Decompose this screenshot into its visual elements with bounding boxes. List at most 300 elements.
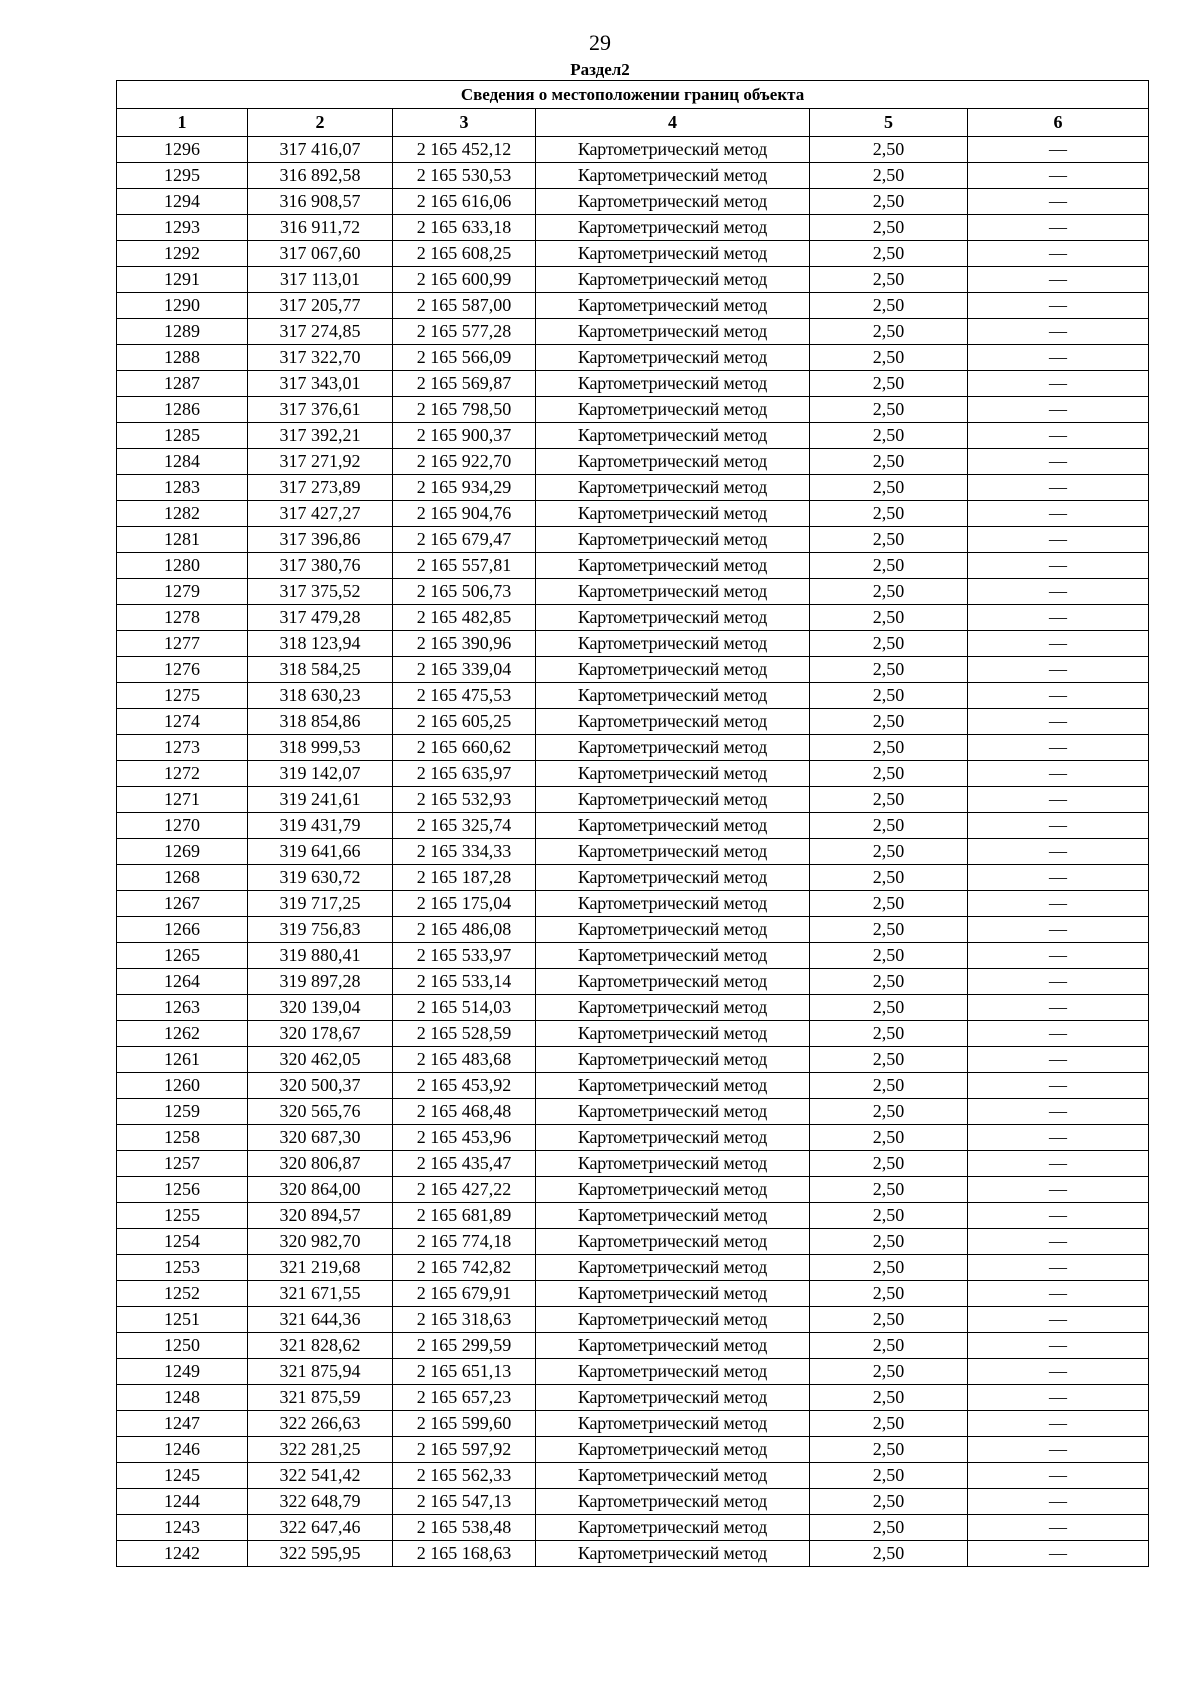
point-number-cell: 1242: [117, 1541, 248, 1567]
y-coordinate-cell: 2 165 475,53: [393, 683, 536, 709]
accuracy-cell: 2,50: [810, 501, 968, 527]
x-coordinate-cell: 319 880,41: [248, 943, 393, 969]
method-cell: Картометрический метод: [536, 761, 810, 787]
y-coordinate-cell: 2 165 538,48: [393, 1515, 536, 1541]
accuracy-cell: 2,50: [810, 1463, 968, 1489]
point-number-cell: 1258: [117, 1125, 248, 1151]
table-row: [117, 163, 1149, 189]
accuracy-cell: 2,50: [810, 787, 968, 813]
accuracy-cell: 2,50: [810, 527, 968, 553]
table-row: [117, 189, 1149, 215]
method-cell: Картометрический метод: [536, 215, 810, 241]
description-cell: —: [968, 761, 1149, 787]
table-row: [117, 1125, 1149, 1151]
y-coordinate-cell: 2 165 600,99: [393, 267, 536, 293]
x-coordinate-cell: 317 380,76: [248, 553, 393, 579]
x-coordinate-cell: 319 897,28: [248, 969, 393, 995]
accuracy-cell: 2,50: [810, 475, 968, 501]
accuracy-cell: 2,50: [810, 943, 968, 969]
point-number-cell: 1271: [117, 787, 248, 813]
description-cell: —: [968, 293, 1149, 319]
description-cell: —: [968, 709, 1149, 735]
method-cell: Картометрический метод: [536, 1229, 810, 1255]
x-coordinate-cell: 317 067,60: [248, 241, 393, 267]
accuracy-cell: 2,50: [810, 1177, 968, 1203]
point-number-cell: 1288: [117, 345, 248, 371]
accuracy-cell: 2,50: [810, 1229, 968, 1255]
accuracy-cell: 2,50: [810, 839, 968, 865]
method-cell: Картометрический метод: [536, 969, 810, 995]
x-coordinate-cell: 321 875,59: [248, 1385, 393, 1411]
accuracy-cell: 2,50: [810, 1099, 968, 1125]
point-number-cell: 1259: [117, 1099, 248, 1125]
point-number-cell: 1261: [117, 1047, 248, 1073]
accuracy-cell: 2,50: [810, 241, 968, 267]
y-coordinate-cell: 2 165 468,48: [393, 1099, 536, 1125]
method-cell: Картометрический метод: [536, 1203, 810, 1229]
accuracy-cell: 2,50: [810, 397, 968, 423]
table-row: [117, 1099, 1149, 1125]
y-coordinate-cell: 2 165 547,13: [393, 1489, 536, 1515]
accuracy-cell: 2,50: [810, 189, 968, 215]
description-cell: —: [968, 683, 1149, 709]
accuracy-cell: 2,50: [810, 137, 968, 163]
point-number-cell: 1283: [117, 475, 248, 501]
method-cell: Картометрический метод: [536, 1463, 810, 1489]
description-cell: —: [968, 1333, 1149, 1359]
method-cell: Картометрический метод: [536, 1307, 810, 1333]
table-row: [117, 1541, 1149, 1567]
description-cell: —: [968, 137, 1149, 163]
table-row: [117, 865, 1149, 891]
x-coordinate-cell: 317 396,86: [248, 527, 393, 553]
description-cell: —: [968, 735, 1149, 761]
point-number-cell: 1244: [117, 1489, 248, 1515]
x-coordinate-cell: 320 982,70: [248, 1229, 393, 1255]
accuracy-cell: 2,50: [810, 293, 968, 319]
description-cell: —: [968, 1411, 1149, 1437]
description-cell: —: [968, 995, 1149, 1021]
description-cell: —: [968, 605, 1149, 631]
description-cell: —: [968, 267, 1149, 293]
y-coordinate-cell: 2 165 681,89: [393, 1203, 536, 1229]
description-cell: —: [968, 1151, 1149, 1177]
column-number-5: 5: [810, 109, 968, 137]
x-coordinate-cell: 322 266,63: [248, 1411, 393, 1437]
x-coordinate-cell: 317 376,61: [248, 397, 393, 423]
accuracy-cell: 2,50: [810, 735, 968, 761]
table-row: [117, 371, 1149, 397]
description-cell: —: [968, 787, 1149, 813]
point-number-cell: 1286: [117, 397, 248, 423]
table-row: [117, 1203, 1149, 1229]
method-cell: Картометрический метод: [536, 319, 810, 345]
x-coordinate-cell: 317 271,92: [248, 449, 393, 475]
x-coordinate-cell: 320 500,37: [248, 1073, 393, 1099]
accuracy-cell: 2,50: [810, 1125, 968, 1151]
x-coordinate-cell: 316 892,58: [248, 163, 393, 189]
x-coordinate-cell: 322 281,25: [248, 1437, 393, 1463]
method-cell: Картометрический метод: [536, 709, 810, 735]
y-coordinate-cell: 2 165 633,18: [393, 215, 536, 241]
coordinates-table: [116, 80, 1149, 1567]
point-number-cell: 1275: [117, 683, 248, 709]
x-coordinate-cell: 320 139,04: [248, 995, 393, 1021]
method-cell: Картометрический метод: [536, 137, 810, 163]
point-number-cell: 1276: [117, 657, 248, 683]
point-number-cell: 1277: [117, 631, 248, 657]
point-number-cell: 1268: [117, 865, 248, 891]
x-coordinate-cell: 317 274,85: [248, 319, 393, 345]
point-number-cell: 1284: [117, 449, 248, 475]
y-coordinate-cell: 2 165 339,04: [393, 657, 536, 683]
method-cell: Картометрический метод: [536, 1281, 810, 1307]
description-cell: —: [968, 1125, 1149, 1151]
y-coordinate-cell: 2 165 597,92: [393, 1437, 536, 1463]
accuracy-cell: 2,50: [810, 1515, 968, 1541]
table-row: [117, 215, 1149, 241]
method-cell: Картометрический метод: [536, 1489, 810, 1515]
accuracy-cell: 2,50: [810, 813, 968, 839]
x-coordinate-cell: 320 178,67: [248, 1021, 393, 1047]
y-coordinate-cell: 2 165 427,22: [393, 1177, 536, 1203]
table-row: [117, 1333, 1149, 1359]
y-coordinate-cell: 2 165 657,23: [393, 1385, 536, 1411]
accuracy-cell: 2,50: [810, 1411, 968, 1437]
method-cell: Картометрический метод: [536, 839, 810, 865]
accuracy-cell: 2,50: [810, 605, 968, 631]
description-cell: —: [968, 631, 1149, 657]
table-row: [117, 1515, 1149, 1541]
table-row: [117, 293, 1149, 319]
table-row: [117, 787, 1149, 813]
table-row: [117, 1307, 1149, 1333]
method-cell: Картометрический метод: [536, 657, 810, 683]
x-coordinate-cell: 320 687,30: [248, 1125, 393, 1151]
point-number-cell: 1267: [117, 891, 248, 917]
x-coordinate-cell: 317 113,01: [248, 267, 393, 293]
method-cell: Картометрический метод: [536, 423, 810, 449]
method-cell: Картометрический метод: [536, 527, 810, 553]
y-coordinate-cell: 2 165 679,91: [393, 1281, 536, 1307]
method-cell: Картометрический метод: [536, 553, 810, 579]
table-row: [117, 1047, 1149, 1073]
description-cell: —: [968, 943, 1149, 969]
description-cell: —: [968, 1203, 1149, 1229]
accuracy-cell: 2,50: [810, 371, 968, 397]
y-coordinate-cell: 2 165 660,62: [393, 735, 536, 761]
accuracy-cell: 2,50: [810, 319, 968, 345]
table-row: [117, 345, 1149, 371]
table-row: [117, 1385, 1149, 1411]
point-number-cell: 1291: [117, 267, 248, 293]
x-coordinate-cell: 319 756,83: [248, 917, 393, 943]
method-cell: Картометрический метод: [536, 475, 810, 501]
method-cell: Картометрический метод: [536, 241, 810, 267]
x-coordinate-cell: 317 343,01: [248, 371, 393, 397]
y-coordinate-cell: 2 165 934,29: [393, 475, 536, 501]
x-coordinate-cell: 321 644,36: [248, 1307, 393, 1333]
page-number: 29: [589, 30, 611, 55]
table-row: [117, 1463, 1149, 1489]
point-number-cell: 1289: [117, 319, 248, 345]
point-number-cell: 1279: [117, 579, 248, 605]
accuracy-cell: 2,50: [810, 1203, 968, 1229]
accuracy-cell: 2,50: [810, 1437, 968, 1463]
point-number-cell: 1285: [117, 423, 248, 449]
accuracy-cell: 2,50: [810, 683, 968, 709]
description-cell: —: [968, 1541, 1149, 1567]
description-cell: —: [968, 813, 1149, 839]
accuracy-cell: 2,50: [810, 891, 968, 917]
method-cell: Картометрический метод: [536, 1333, 810, 1359]
y-coordinate-cell: 2 165 651,13: [393, 1359, 536, 1385]
method-cell: Картометрический метод: [536, 449, 810, 475]
accuracy-cell: 2,50: [810, 1385, 968, 1411]
x-coordinate-cell: 321 671,55: [248, 1281, 393, 1307]
y-coordinate-cell: 2 165 334,33: [393, 839, 536, 865]
table-row: [117, 813, 1149, 839]
point-number-cell: 1245: [117, 1463, 248, 1489]
x-coordinate-cell: 320 565,76: [248, 1099, 393, 1125]
table-row: [117, 267, 1149, 293]
y-coordinate-cell: 2 165 566,09: [393, 345, 536, 371]
method-cell: Картометрический метод: [536, 501, 810, 527]
description-cell: —: [968, 215, 1149, 241]
table-row: [117, 709, 1149, 735]
method-cell: Картометрический метод: [536, 1099, 810, 1125]
y-coordinate-cell: 2 165 577,28: [393, 319, 536, 345]
accuracy-cell: 2,50: [810, 917, 968, 943]
point-number-cell: 1274: [117, 709, 248, 735]
table-row: [117, 1255, 1149, 1281]
method-cell: Картометрический метод: [536, 891, 810, 917]
x-coordinate-cell: 317 205,77: [248, 293, 393, 319]
table-row: [117, 241, 1149, 267]
y-coordinate-cell: 2 165 562,33: [393, 1463, 536, 1489]
point-number-cell: 1294: [117, 189, 248, 215]
y-coordinate-cell: 2 165 514,03: [393, 995, 536, 1021]
table-row: [117, 969, 1149, 995]
x-coordinate-cell: 317 479,28: [248, 605, 393, 631]
y-coordinate-cell: 2 165 318,63: [393, 1307, 536, 1333]
accuracy-cell: 2,50: [810, 657, 968, 683]
x-coordinate-cell: 321 875,94: [248, 1359, 393, 1385]
method-cell: Картометрический метод: [536, 1125, 810, 1151]
y-coordinate-cell: 2 165 605,25: [393, 709, 536, 735]
table-row: [117, 137, 1149, 163]
point-number-cell: 1257: [117, 1151, 248, 1177]
table-row: [117, 501, 1149, 527]
y-coordinate-cell: 2 165 533,97: [393, 943, 536, 969]
point-number-cell: 1248: [117, 1385, 248, 1411]
x-coordinate-cell: 319 241,61: [248, 787, 393, 813]
accuracy-cell: 2,50: [810, 631, 968, 657]
y-coordinate-cell: 2 165 483,68: [393, 1047, 536, 1073]
y-coordinate-cell: 2 165 528,59: [393, 1021, 536, 1047]
description-cell: —: [968, 969, 1149, 995]
description-cell: —: [968, 1281, 1149, 1307]
method-cell: Картометрический метод: [536, 397, 810, 423]
method-cell: Картометрический метод: [536, 189, 810, 215]
method-cell: Картометрический метод: [536, 1541, 810, 1567]
x-coordinate-cell: 317 375,52: [248, 579, 393, 605]
point-number-cell: 1269: [117, 839, 248, 865]
point-number-cell: 1256: [117, 1177, 248, 1203]
point-number-cell: 1247: [117, 1411, 248, 1437]
point-number-cell: 1253: [117, 1255, 248, 1281]
point-number-cell: 1272: [117, 761, 248, 787]
table-row: [117, 1021, 1149, 1047]
y-coordinate-cell: 2 165 435,47: [393, 1151, 536, 1177]
accuracy-cell: 2,50: [810, 1307, 968, 1333]
description-cell: —: [968, 891, 1149, 917]
y-coordinate-cell: 2 165 453,92: [393, 1073, 536, 1099]
y-coordinate-cell: 2 165 742,82: [393, 1255, 536, 1281]
description-cell: —: [968, 657, 1149, 683]
description-cell: —: [968, 241, 1149, 267]
description-cell: —: [968, 1177, 1149, 1203]
point-number-cell: 1281: [117, 527, 248, 553]
y-coordinate-cell: 2 165 900,37: [393, 423, 536, 449]
table-row: [117, 631, 1149, 657]
x-coordinate-cell: 321 219,68: [248, 1255, 393, 1281]
y-coordinate-cell: 2 165 798,50: [393, 397, 536, 423]
column-number-3: 3: [393, 109, 536, 137]
y-coordinate-cell: 2 165 530,53: [393, 163, 536, 189]
y-coordinate-cell: 2 165 557,81: [393, 553, 536, 579]
description-cell: —: [968, 1515, 1149, 1541]
accuracy-cell: 2,50: [810, 345, 968, 371]
x-coordinate-cell: 318 630,23: [248, 683, 393, 709]
accuracy-cell: 2,50: [810, 1333, 968, 1359]
x-coordinate-cell: 322 648,79: [248, 1489, 393, 1515]
x-coordinate-cell: 320 462,05: [248, 1047, 393, 1073]
table-row: [117, 605, 1149, 631]
accuracy-cell: 2,50: [810, 1151, 968, 1177]
y-coordinate-cell: 2 165 679,47: [393, 527, 536, 553]
y-coordinate-cell: 2 165 453,96: [393, 1125, 536, 1151]
table-row: [117, 761, 1149, 787]
x-coordinate-cell: 317 273,89: [248, 475, 393, 501]
point-number-cell: 1252: [117, 1281, 248, 1307]
description-cell: —: [968, 1385, 1149, 1411]
x-coordinate-cell: 317 416,07: [248, 137, 393, 163]
column-number-6: 6: [968, 109, 1149, 137]
point-number-cell: 1264: [117, 969, 248, 995]
method-cell: Картометрический метод: [536, 631, 810, 657]
point-number-cell: 1295: [117, 163, 248, 189]
y-coordinate-cell: 2 165 532,93: [393, 787, 536, 813]
y-coordinate-cell: 2 165 616,06: [393, 189, 536, 215]
method-cell: Картометрический метод: [536, 579, 810, 605]
column-number-4: 4: [536, 109, 810, 137]
description-cell: —: [968, 1359, 1149, 1385]
method-cell: Картометрический метод: [536, 371, 810, 397]
method-cell: Картометрический метод: [536, 1177, 810, 1203]
accuracy-cell: 2,50: [810, 761, 968, 787]
point-number-cell: 1255: [117, 1203, 248, 1229]
y-coordinate-cell: 2 165 587,00: [393, 293, 536, 319]
method-cell: Картометрический метод: [536, 787, 810, 813]
table-row: [117, 683, 1149, 709]
method-cell: Картометрический метод: [536, 1411, 810, 1437]
x-coordinate-cell: 319 717,25: [248, 891, 393, 917]
table-row: [117, 735, 1149, 761]
accuracy-cell: 2,50: [810, 1073, 968, 1099]
accuracy-cell: 2,50: [810, 1047, 968, 1073]
y-coordinate-cell: 2 165 922,70: [393, 449, 536, 475]
table-row: [117, 1281, 1149, 1307]
x-coordinate-cell: 320 894,57: [248, 1203, 393, 1229]
description-cell: —: [968, 345, 1149, 371]
description-cell: —: [968, 553, 1149, 579]
x-coordinate-cell: 320 864,00: [248, 1177, 393, 1203]
method-cell: Картометрический метод: [536, 735, 810, 761]
table-row: [117, 1359, 1149, 1385]
method-cell: Картометрический метод: [536, 683, 810, 709]
method-cell: Картометрический метод: [536, 1255, 810, 1281]
x-coordinate-cell: 318 123,94: [248, 631, 393, 657]
accuracy-cell: 2,50: [810, 579, 968, 605]
x-coordinate-cell: 318 854,86: [248, 709, 393, 735]
accuracy-cell: 2,50: [810, 553, 968, 579]
x-coordinate-cell: 317 322,70: [248, 345, 393, 371]
y-coordinate-cell: 2 165 486,08: [393, 917, 536, 943]
accuracy-cell: 2,50: [810, 215, 968, 241]
method-cell: Картометрический метод: [536, 865, 810, 891]
method-cell: Картометрический метод: [536, 163, 810, 189]
method-cell: Картометрический метод: [536, 293, 810, 319]
point-number-cell: 1250: [117, 1333, 248, 1359]
table-row: [117, 891, 1149, 917]
method-cell: Картометрический метод: [536, 1359, 810, 1385]
method-cell: Картометрический метод: [536, 1151, 810, 1177]
point-number-cell: 1292: [117, 241, 248, 267]
table-row: [117, 1411, 1149, 1437]
point-number-cell: 1270: [117, 813, 248, 839]
y-coordinate-cell: 2 165 168,63: [393, 1541, 536, 1567]
method-cell: Картометрический метод: [536, 1073, 810, 1099]
description-cell: —: [968, 1489, 1149, 1515]
method-cell: Картометрический метод: [536, 1047, 810, 1073]
description-cell: —: [968, 1463, 1149, 1489]
point-number-cell: 1249: [117, 1359, 248, 1385]
y-coordinate-cell: 2 165 904,76: [393, 501, 536, 527]
table-row: [117, 917, 1149, 943]
x-coordinate-cell: 322 647,46: [248, 1515, 393, 1541]
method-cell: Картометрический метод: [536, 917, 810, 943]
description-cell: —: [968, 1021, 1149, 1047]
table-row: [117, 995, 1149, 1021]
description-cell: —: [968, 475, 1149, 501]
y-coordinate-cell: 2 165 599,60: [393, 1411, 536, 1437]
method-cell: Картометрический метод: [536, 1437, 810, 1463]
description-cell: —: [968, 1307, 1149, 1333]
table-caption: Сведения о местоположении границ объекта: [117, 81, 1149, 109]
method-cell: Картометрический метод: [536, 1385, 810, 1411]
accuracy-cell: 2,50: [810, 163, 968, 189]
description-cell: —: [968, 189, 1149, 215]
table-row: [117, 319, 1149, 345]
x-coordinate-cell: 319 630,72: [248, 865, 393, 891]
method-cell: Картометрический метод: [536, 1515, 810, 1541]
x-coordinate-cell: 320 806,87: [248, 1151, 393, 1177]
accuracy-cell: 2,50: [810, 449, 968, 475]
y-coordinate-cell: 2 165 299,59: [393, 1333, 536, 1359]
accuracy-cell: 2,50: [810, 1255, 968, 1281]
table-row: [117, 1177, 1149, 1203]
